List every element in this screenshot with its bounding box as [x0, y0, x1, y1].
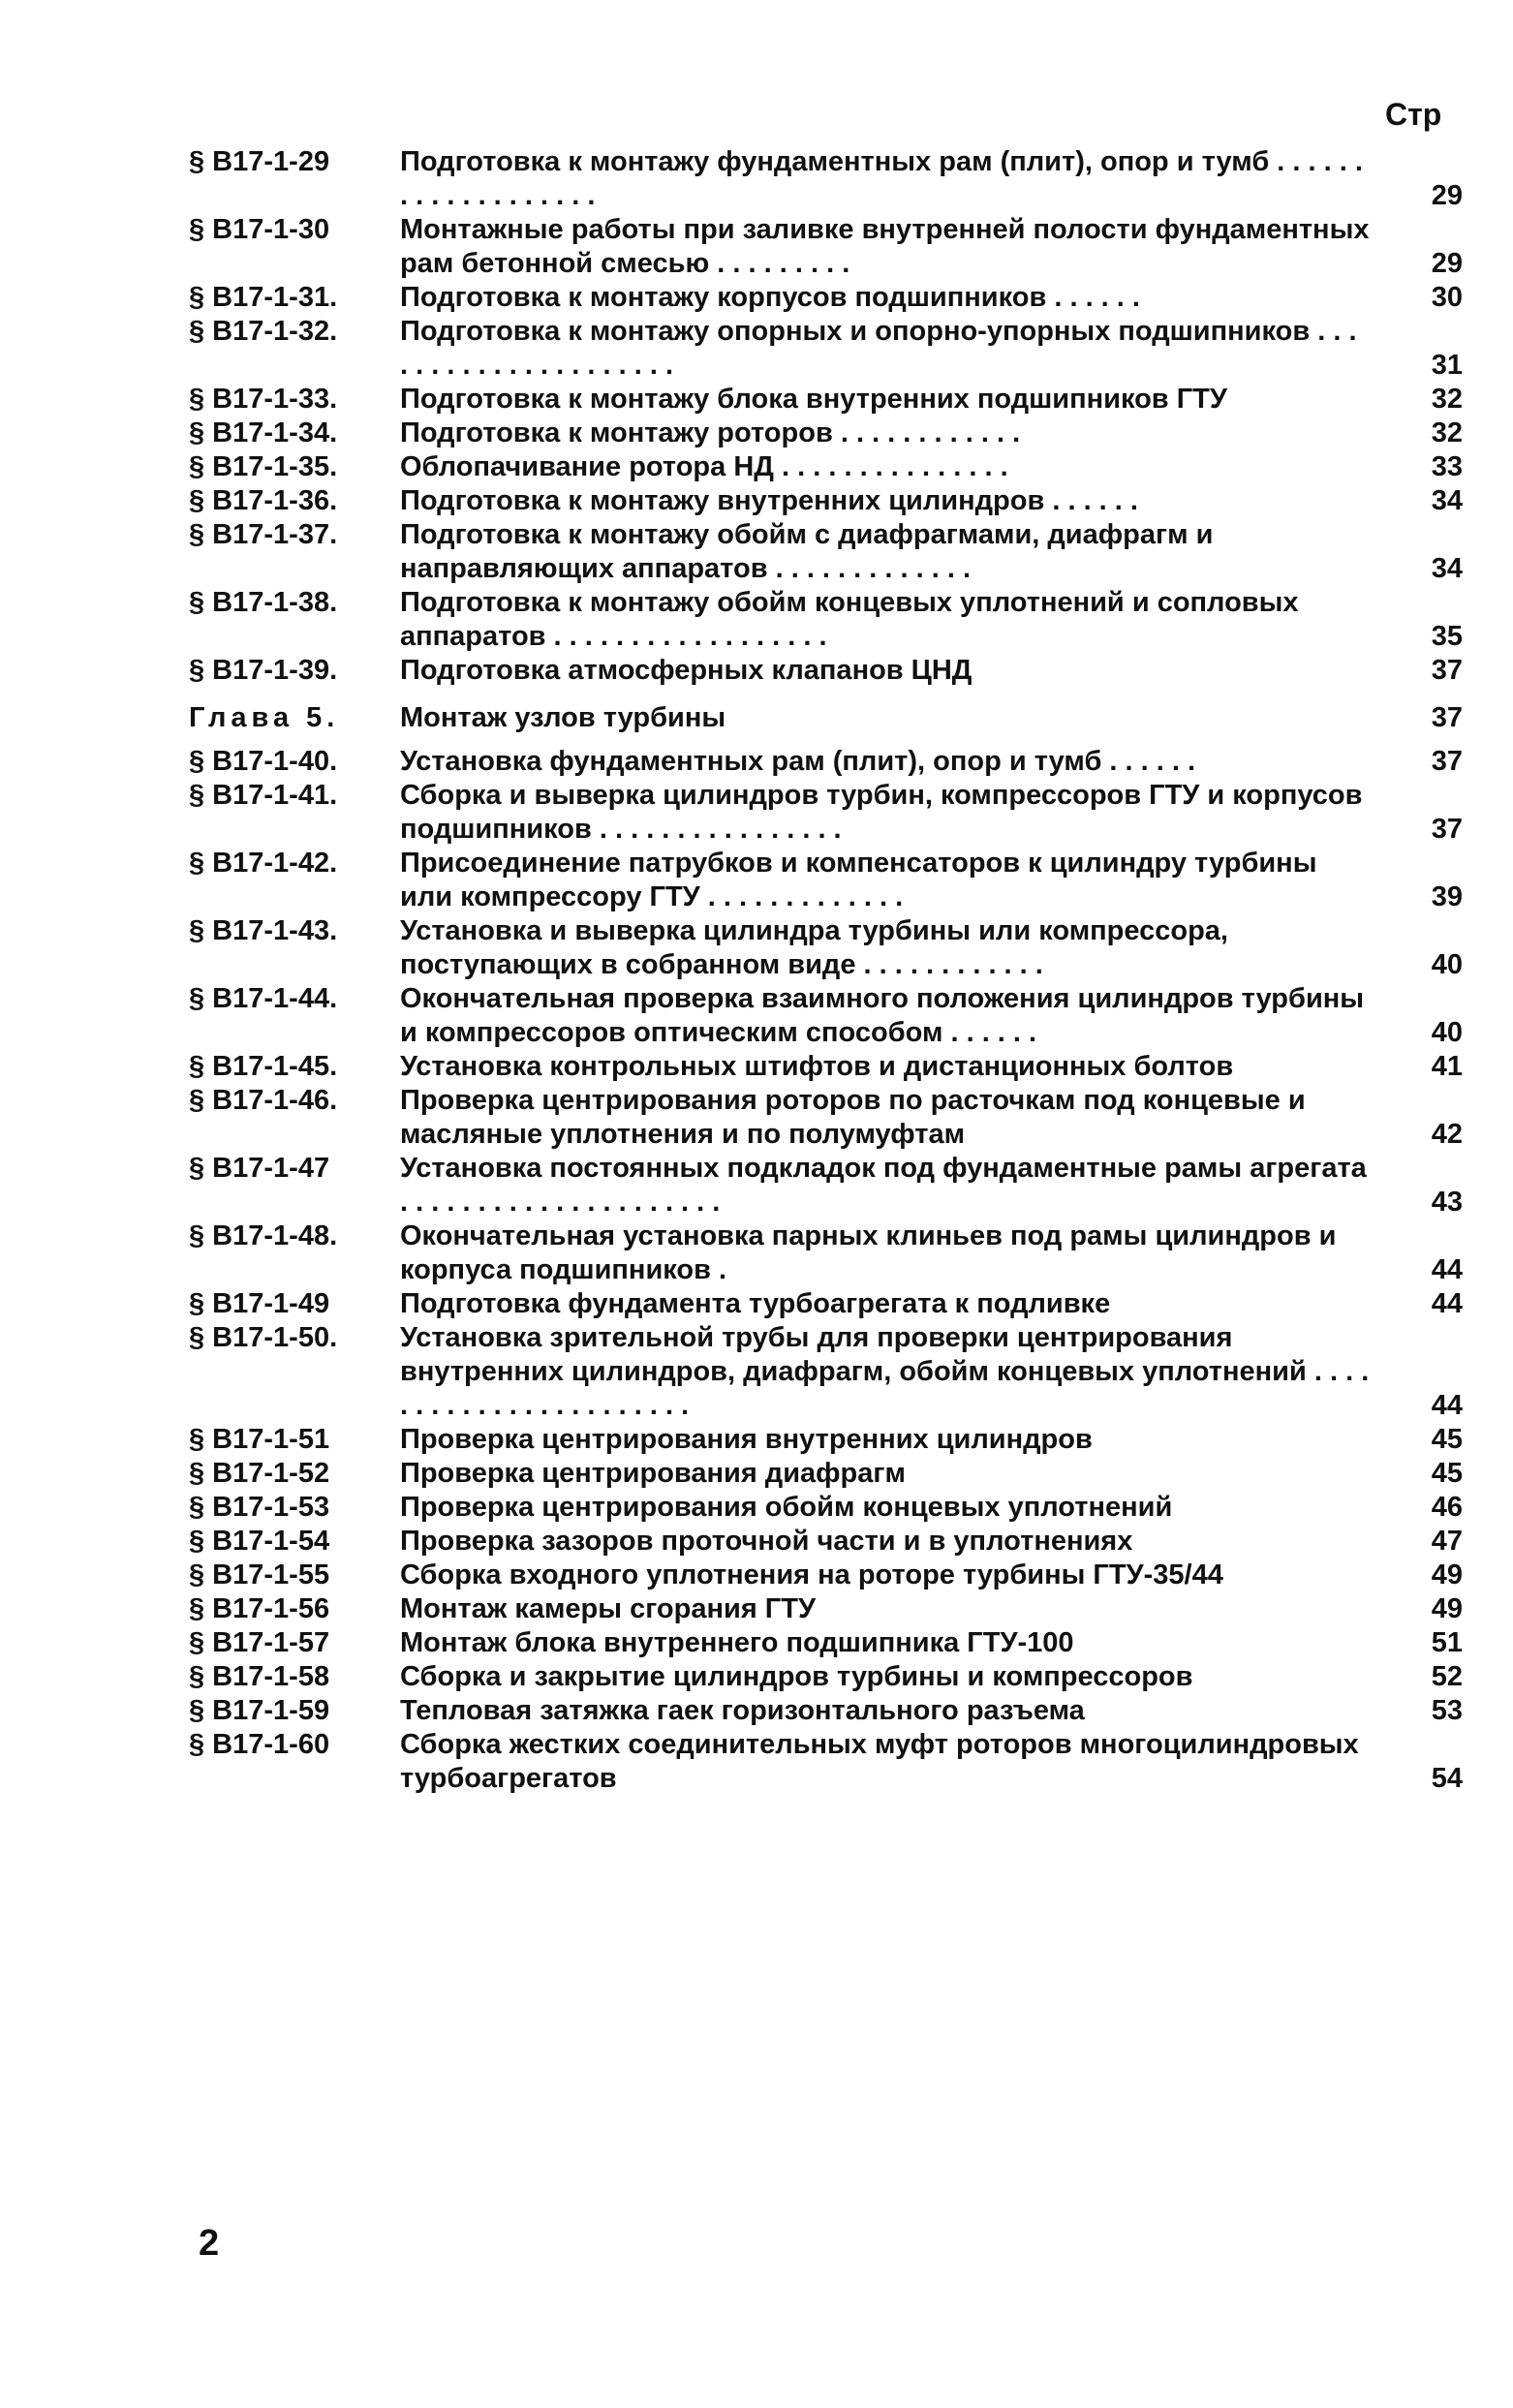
page-ref: 51 [1431, 1627, 1463, 1658]
toc-entry [189, 1084, 1463, 1152]
page-ref: 47 [1431, 1526, 1463, 1557]
toc-entry [189, 1457, 1463, 1491]
page-ref: 54 [1431, 1763, 1463, 1794]
section-number: § В17-1-37. [189, 519, 338, 550]
toc-entry [189, 417, 1463, 450]
toc-entry [189, 1559, 1463, 1592]
toc-entry [189, 450, 1463, 484]
section-number: § В17-1-49 [189, 1288, 330, 1319]
section-title: Подготовка к монтажу обойм концевых уплотнений и сопловых аппаратов . . . . . . . . . . . . . . . . . . [400, 587, 1299, 652]
toc-entry [189, 484, 1463, 518]
page-ref: 34 [1431, 485, 1463, 516]
section-title: Проверка центрирования обойм концевых уплотнений [400, 1492, 1173, 1523]
page-column-header: Стр [1385, 97, 1442, 132]
page-ref: 43 [1431, 1187, 1463, 1218]
section-number: § В17-1-59 [189, 1695, 330, 1726]
section-number: § В17-1-41. [189, 780, 338, 811]
section-number: § В17-1-55 [189, 1559, 330, 1590]
section-title: Подготовка к монтажу обойм с диафрагмами, диафрагм и направляющих аппаратов . . . . . . . . . . . . . [400, 519, 1214, 584]
page-ref: 39 [1431, 881, 1463, 912]
page-ref: 44 [1431, 1390, 1463, 1421]
section-title: Подготовка к монтажу корпусов подшипников . . . . . . [400, 282, 1140, 313]
toc-entry [189, 1050, 1463, 1084]
page-ref: 29 [1431, 180, 1463, 211]
section-number: § В17-1-35. [189, 451, 338, 482]
page-ref: 29 [1431, 248, 1463, 279]
section-number: § В17-1-50. [189, 1322, 338, 1353]
page-ref: 32 [1431, 417, 1463, 448]
section-number: § В17-1-56 [189, 1593, 330, 1624]
chapter-label: Глава 5. [189, 702, 340, 733]
page-ref: 33 [1431, 451, 1463, 482]
page-ref: 31 [1431, 350, 1463, 381]
toc-entry [189, 914, 1463, 982]
section-number: § В17-1-57 [189, 1627, 330, 1658]
toc-entry [189, 281, 1463, 315]
section-title: Проверка зазоров проточной части и в уплотнениях [400, 1526, 1133, 1557]
section-title: Подготовка к монтажу опорных и опорно-упорных подшипников . . . . . . . . . . . . . . . . . . . . . [400, 316, 1357, 381]
section-title: Подготовка к монтажу внутренних цилиндров . . . . . . [400, 485, 1138, 516]
page-ref: 37 [1431, 655, 1463, 686]
section-title: Проверка центрирования роторов по расточкам под концевые и масляные уплотнения и по полумуфтам [400, 1085, 1306, 1150]
section-number: § В17-1-44. [189, 983, 338, 1014]
chapter-title: Монтаж узлов турбины [400, 702, 726, 733]
section-number: § В17-1-36. [189, 485, 338, 516]
toc-entry [189, 982, 1463, 1050]
section-number: § В17-1-48. [189, 1220, 338, 1251]
section-title: Монтаж камеры сгорания ГТУ [400, 1593, 816, 1624]
section-title: Тепловая затяжка гаек горизонтального разъема [400, 1695, 1085, 1726]
toc-entry [189, 1694, 1463, 1728]
section-number: § В17-1-42. [189, 848, 338, 879]
section-title: Сборка входного уплотнения на роторе турбины ГТУ-35/44 [400, 1559, 1223, 1590]
toc-entry [189, 745, 1463, 779]
page-ref: 42 [1431, 1119, 1463, 1150]
page-ref: 49 [1431, 1559, 1463, 1590]
section-number: § В17-1-29 [189, 146, 330, 177]
section-title: Подготовка к монтажу роторов . . . . . . . . . . . . [400, 417, 1021, 448]
section-title: Проверка центрирования внутренних цилиндров [400, 1424, 1093, 1455]
toc-entry [189, 315, 1463, 383]
chapter-heading [189, 701, 1463, 735]
section-number: § В17-1-60 [189, 1729, 330, 1760]
section-title: Окончательная установка парных клиньев под рамы цилиндров и корпуса подшипников . [400, 1220, 1337, 1285]
page-ref: 41 [1431, 1051, 1463, 1082]
section-title: Подготовка атмосферных клапанов ЦНД [400, 655, 973, 686]
page-ref: 53 [1431, 1695, 1463, 1726]
section-title: Окончательная проверка взаимного положения цилиндров турбины и компрессоров оптическим способом . . . . . . [400, 983, 1365, 1048]
section-number: § В17-1-46. [189, 1085, 338, 1116]
section-number: § В17-1-52 [189, 1458, 330, 1489]
toc-entry [189, 1287, 1463, 1321]
page-ref: 37 [1431, 814, 1463, 845]
section-number: § В17-1-34. [189, 417, 338, 448]
section-number: § В17-1-40. [189, 746, 338, 777]
toc-entry [189, 1423, 1463, 1457]
toc-entry [189, 847, 1463, 914]
section-title: Установка постоянных подкладок под фундаментные рамы агрегата . . . . . . . . . . . . . . . . . . . . . [400, 1153, 1367, 1218]
section-number: § В17-1-31. [189, 282, 338, 313]
page-ref: 45 [1431, 1458, 1463, 1489]
section-title: Облопачивание ротора НД . . . . . . . . . . . . . . . [400, 451, 1008, 482]
toc-entry [189, 654, 1463, 688]
section-number: § В17-1-32. [189, 316, 338, 347]
toc-entry [189, 1592, 1463, 1626]
page-ref: 34 [1431, 553, 1463, 584]
toc-entry [189, 145, 1463, 213]
page-ref: 32 [1431, 384, 1463, 415]
section-title: Монтаж блока внутреннего подшипника ГТУ-100 [400, 1627, 1074, 1658]
section-title: Подготовка к монтажу фундаментных рам (плит), опор и тумб . . . . . . . . . . . . . . . . . . . [400, 146, 1363, 211]
section-number: § В17-1-54 [189, 1526, 330, 1557]
page-ref: 35 [1431, 621, 1463, 652]
toc-entry [189, 1728, 1463, 1796]
section-number: § В17-1-33. [189, 384, 338, 415]
page-ref: 40 [1431, 1017, 1463, 1048]
section-title: Установка зрительной трубы для проверки центрирования внутренних цилиндров, диафрагм, обойм концевых уплотнений . . . . . . . . . . . . . . . . . . . . . . . [400, 1322, 1370, 1421]
page-ref: 45 [1431, 1424, 1463, 1455]
page-ref: 30 [1431, 282, 1463, 313]
toc-entry [189, 1219, 1463, 1287]
section-number: § В17-1-39. [189, 655, 338, 686]
toc-entry [189, 1525, 1463, 1559]
toc-entry [189, 518, 1463, 586]
section-title: Установка фундаментных рам (плит), опор и тумб . . . . . . [400, 746, 1196, 777]
section-title: Установка контрольных штифтов и дистанционных болтов [400, 1051, 1234, 1082]
section-title: Монтажные работы при заливке внутренней полости фундаментных рам бетонной смесью . . . . . . . . . [400, 214, 1370, 279]
section-number: § В17-1-53 [189, 1492, 330, 1523]
section-number: § В17-1-47 [189, 1153, 330, 1184]
section-title: Сборка жестких соединительных муфт роторов многоцилиндровых турбоагрегатов [400, 1729, 1359, 1794]
toc-entry [189, 586, 1463, 654]
page-ref: 37 [1431, 702, 1463, 733]
section-number: § В17-1-45. [189, 1051, 338, 1082]
section-title: Установка и выверка цилиндра турбины или компрессора, поступающих в собранном виде . . . . . . . . . . . . [400, 915, 1228, 980]
toc-entry [189, 383, 1463, 417]
page-ref: 44 [1431, 1288, 1463, 1319]
toc-entry [189, 1660, 1463, 1694]
section-title: Подготовка к монтажу блока внутренних подшипников ГТУ [400, 384, 1227, 415]
toc-entry [189, 779, 1463, 847]
page-ref: 49 [1431, 1593, 1463, 1624]
page-ref: 44 [1431, 1254, 1463, 1285]
toc-entry [189, 1491, 1463, 1525]
section-number: § В17-1-51 [189, 1424, 330, 1455]
section-title: Проверка центрирования диафрагм [400, 1458, 906, 1489]
toc-entry [189, 213, 1463, 281]
page-ref: 46 [1431, 1492, 1463, 1523]
toc-entry [189, 1152, 1463, 1219]
section-title: Сборка и выверка цилиндров турбин, компрессоров ГТУ и корпусов подшипников . . . . . . . . . . . . . . . . [400, 780, 1363, 845]
toc-entry [189, 1321, 1463, 1423]
page-ref: 52 [1431, 1661, 1463, 1692]
table-of-contents [189, 145, 1463, 1796]
section-title: Подготовка фундамента турбоагрегата к подливке [400, 1288, 1111, 1319]
section-title: Присоединение патрубков и компенсаторов к цилиндру турбины или компрессору ГТУ . . . . . . . . . . . . . [400, 848, 1317, 912]
section-title: Сборка и закрытие цилиндров турбины и компрессоров [400, 1661, 1193, 1692]
page-ref: 40 [1431, 949, 1463, 980]
section-number: § В17-1-43. [189, 915, 338, 946]
section-number: § В17-1-30 [189, 214, 330, 245]
section-number: § В17-1-58 [189, 1661, 330, 1692]
page-number: 2 [199, 2223, 220, 2264]
page-ref: 37 [1431, 746, 1463, 777]
toc-entry [189, 1626, 1463, 1660]
section-number: § В17-1-38. [189, 587, 338, 618]
